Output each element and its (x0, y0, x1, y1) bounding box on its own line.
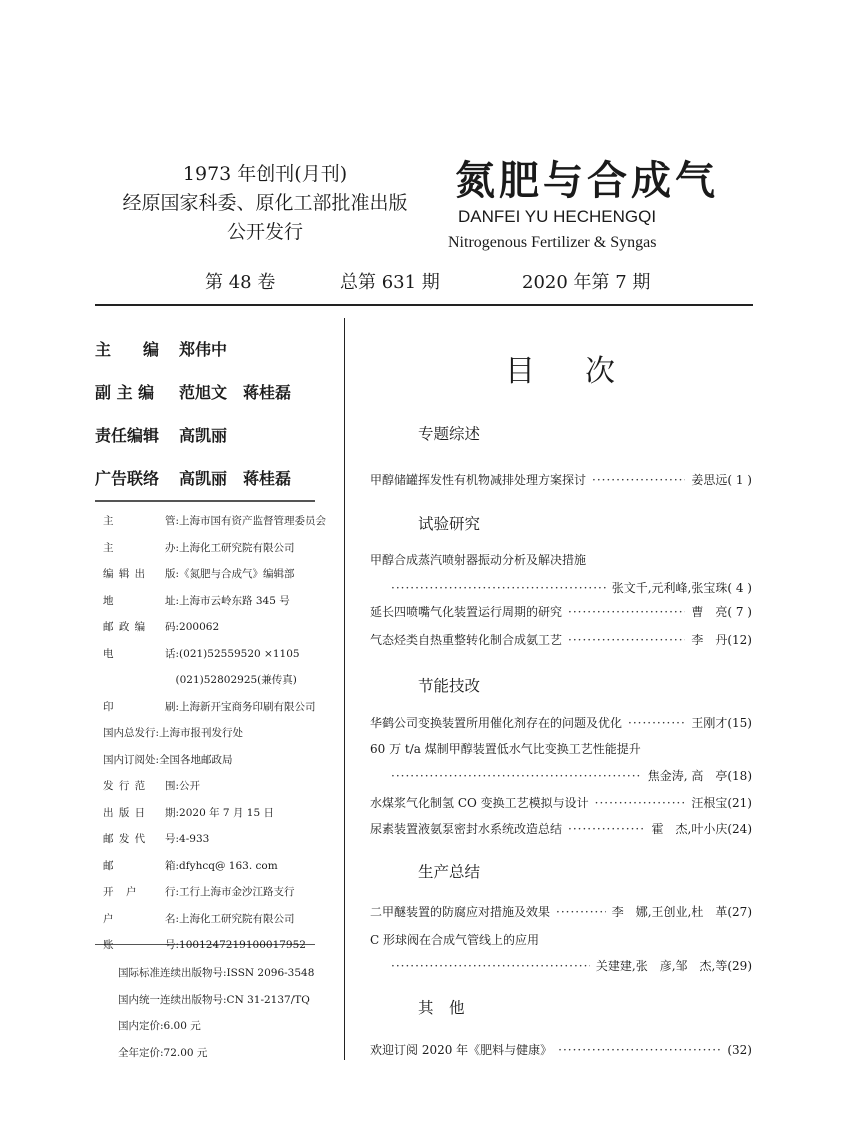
editor-row (95, 469, 291, 489)
toc-entry[interactable] (370, 821, 752, 837)
toc-entry-title: C 形球阀在合成气管线上的应用 (370, 933, 539, 947)
info-row (103, 938, 306, 952)
editors-divider (95, 500, 315, 502)
info-value: 码:200062 (165, 621, 220, 633)
info-row (103, 806, 274, 820)
column-divider (344, 318, 345, 1060)
toc-entry[interactable] (370, 904, 752, 920)
journal-english-title: Nitrogenous Fertilizer & Syngas (448, 234, 657, 251)
toc-leader-dots (391, 768, 642, 784)
toc-entry[interactable] (370, 932, 752, 948)
toc-section-heading: 其 他 (418, 999, 465, 1017)
info-row (103, 594, 290, 608)
toc-entry[interactable] (370, 795, 752, 811)
info-label: 出 版 日 (103, 806, 147, 819)
editor-names: 高凯丽 蒋桂磊 (179, 469, 292, 488)
info-value: 国内订阅处:全国各地邮政局 (103, 753, 233, 766)
toc-entry[interactable] (385, 958, 752, 974)
editor-role: 主 编 (95, 340, 160, 359)
info-row (103, 859, 278, 873)
info-value: 期:2020 年 7 月 15 日 (165, 806, 274, 819)
toc-leader-dots (391, 958, 590, 974)
editor-names: 范旭文 蒋桂磊 (179, 383, 292, 402)
info-value: 行:工行上海市金沙江路支行 (165, 886, 295, 898)
editor-row (95, 426, 227, 446)
editor-names: 高凯丽 (179, 426, 228, 445)
volume: 第 48 卷 (205, 272, 276, 293)
info-row (103, 779, 200, 793)
toc-leader-dots (628, 715, 685, 731)
toc-section-heading: 节能技改 (418, 677, 481, 695)
publication-number: 国际标准连续出版物号:ISSN 2096-3548 (118, 967, 315, 979)
toc-entry-title: 气态烃类自热重整转化制合成氨工艺 (370, 633, 563, 647)
info-label: 电 (103, 647, 149, 660)
toc-entry-author-page: 张文千,元利峰,张宝珠( 4 ) (611, 581, 752, 595)
toc-section-heading: 生产总结 (418, 863, 481, 881)
toc-leader-dots (592, 472, 685, 488)
toc-section-heading: 专题综述 (418, 425, 481, 443)
toc-entry-title: 甲醇储罐挥发性有机物减排处理方案探讨 (370, 473, 587, 487)
toc-entry-author-page: 关建建,张 彦,邹 杰,等(29) (595, 959, 752, 973)
editor-role: 责任编辑 (95, 426, 160, 445)
info-row (103, 912, 295, 926)
info-value: 刷:上海新开宝商务印刷有限公司 (165, 700, 316, 713)
founding-line: 1973 年创刊(月刊) (182, 163, 348, 185)
toc-entry-author-page: 霍 杰,叶小庆(24) (651, 822, 752, 836)
journal-logo: 氮肥与合成气 (455, 157, 719, 204)
info-value: 版:《氮肥与合成气》编辑部 (165, 568, 295, 580)
toc-entry-title: 延长四喷嘴气化装置运行周期的研究 (370, 605, 563, 619)
info-label: 发 行 范 (103, 780, 147, 792)
toc-entry-title: 尿素装置液氨泵密封水系统改造总结 (370, 822, 563, 836)
info-row (103, 673, 297, 687)
toc-entry-author-page: 姜思远( 1 ) (691, 473, 752, 487)
toc-entry-title: 华鹤公司变换装置所用催化剂存在的问题及优化 (370, 716, 623, 730)
editor-row (95, 340, 227, 360)
toc-entry-title: 60 万 t/a 煤制甲醇装置低水气比变换工艺性能提升 (370, 742, 641, 756)
approval-line: 经原国家科委、原化工部批准出版 (122, 192, 408, 214)
publication-number: 国内统一连续出版物号:CN 31-2137/TQ (118, 993, 310, 1006)
toc-entry-author-page: 曹 亮( 7 ) (691, 605, 752, 619)
publication-line: 公开发行 (226, 221, 303, 243)
info-label: 邮 政 编 (103, 621, 147, 633)
toc-entry[interactable] (385, 768, 752, 784)
toc-leader-dots (595, 795, 686, 811)
toc-entry-author-page: 李 丹(12) (691, 633, 752, 647)
toc-entry[interactable] (370, 741, 752, 757)
issue-number: 2020 年第 7 期 (522, 272, 651, 293)
toc-leader-dots (556, 904, 606, 920)
info-value: 围:公开 (165, 780, 201, 792)
info-label: 地 (103, 594, 149, 607)
info-label: 账 (103, 939, 149, 951)
info-value: 国内总发行:上海市报刊发行处 (103, 727, 244, 739)
info-value: 址:上海市云岭东路 345 号 (165, 594, 290, 607)
info-value: 名:上海化工研究院有限公司 (165, 912, 295, 925)
info-value: 箱:dfyhcq@ 163. com (165, 859, 278, 872)
editor-names: 郑伟中 (179, 340, 228, 359)
info-value: 管:上海市国有资产监督管理委员会 (165, 515, 327, 527)
toc-entry-author-page: 焦金涛, 高 亭(18) (647, 769, 752, 783)
info-label: 印 (103, 700, 149, 713)
toc-leader-dots (568, 821, 646, 837)
info-value: 话:(021)52559520 ×1105 (165, 647, 300, 660)
info-label: 邮 发 代 (103, 833, 147, 845)
toc-entry[interactable] (370, 715, 752, 731)
info-row (103, 753, 233, 767)
toc-leader-dots (558, 1042, 721, 1058)
toc-entry-title: 欢迎订阅 2020 年《肥料与健康》 (370, 1043, 553, 1057)
toc-leader-dots (568, 632, 685, 648)
toc-entry[interactable] (370, 1042, 752, 1058)
editor-role: 副 主 编 (95, 383, 155, 402)
toc-leader-dots (391, 580, 606, 596)
toc-leader-dots (568, 604, 685, 620)
publication-number: 国内定价:6.00 元 (118, 1020, 201, 1032)
total-issue: 总第 631 期 (340, 272, 440, 293)
toc-title: 目次 (505, 354, 665, 389)
info-row (103, 567, 295, 581)
info-row (103, 620, 219, 634)
toc-entry-title: 二甲醚装置的防腐应对措施及效果 (370, 905, 551, 919)
toc-entry-author-page: 李 娜,王创业,杜 革(27) (611, 905, 752, 919)
toc-entry-author-page: (32) (727, 1043, 752, 1057)
info-label: 编 辑 出 (103, 568, 147, 580)
info-label: 户 (103, 912, 149, 925)
toc-entry[interactable] (385, 580, 752, 596)
toc-entry[interactable] (370, 552, 752, 568)
info-value: 号:4-933 (165, 833, 210, 845)
toc-section-heading: 试验研究 (418, 515, 481, 533)
editor-row (95, 383, 291, 403)
info-label: 主 (103, 541, 149, 554)
info-row (103, 832, 209, 846)
info-row (103, 647, 300, 661)
journal-pinyin: DANFEI YU HECHENGQI (458, 207, 657, 226)
toc-entry[interactable] (370, 472, 752, 488)
info-value: 办:上海化工研究院有限公司 (165, 541, 295, 554)
info-row (103, 514, 326, 528)
info-row (103, 885, 295, 899)
header-divider (95, 304, 753, 306)
info-label: 开 户 (103, 886, 149, 898)
founding-info (95, 160, 435, 247)
toc-entry-author-page: 王刚才(15) (691, 716, 752, 730)
toc-entry-author-page: 汪根宝(21) (691, 796, 752, 810)
info-row (103, 700, 316, 714)
toc-entry-title: 水煤浆气化制氢 CO 变换工艺模拟与设计 (370, 796, 589, 810)
toc-entry[interactable] (370, 632, 752, 648)
info-value: (021)52802925(兼传真) (165, 674, 297, 686)
info-row (103, 726, 243, 740)
toc-entry-title: 甲醇合成蒸汽喷射器振动分析及解决措施 (370, 553, 587, 567)
info-value: 号:1001247219100017952 (165, 939, 306, 951)
publication-number: 全年定价:72.00 元 (118, 1046, 208, 1059)
toc-entry[interactable] (370, 604, 752, 620)
editor-role: 广告联络 (95, 469, 160, 488)
info-label: 主 (103, 515, 149, 527)
info-label: 邮 (103, 859, 149, 872)
info-row (103, 541, 295, 555)
